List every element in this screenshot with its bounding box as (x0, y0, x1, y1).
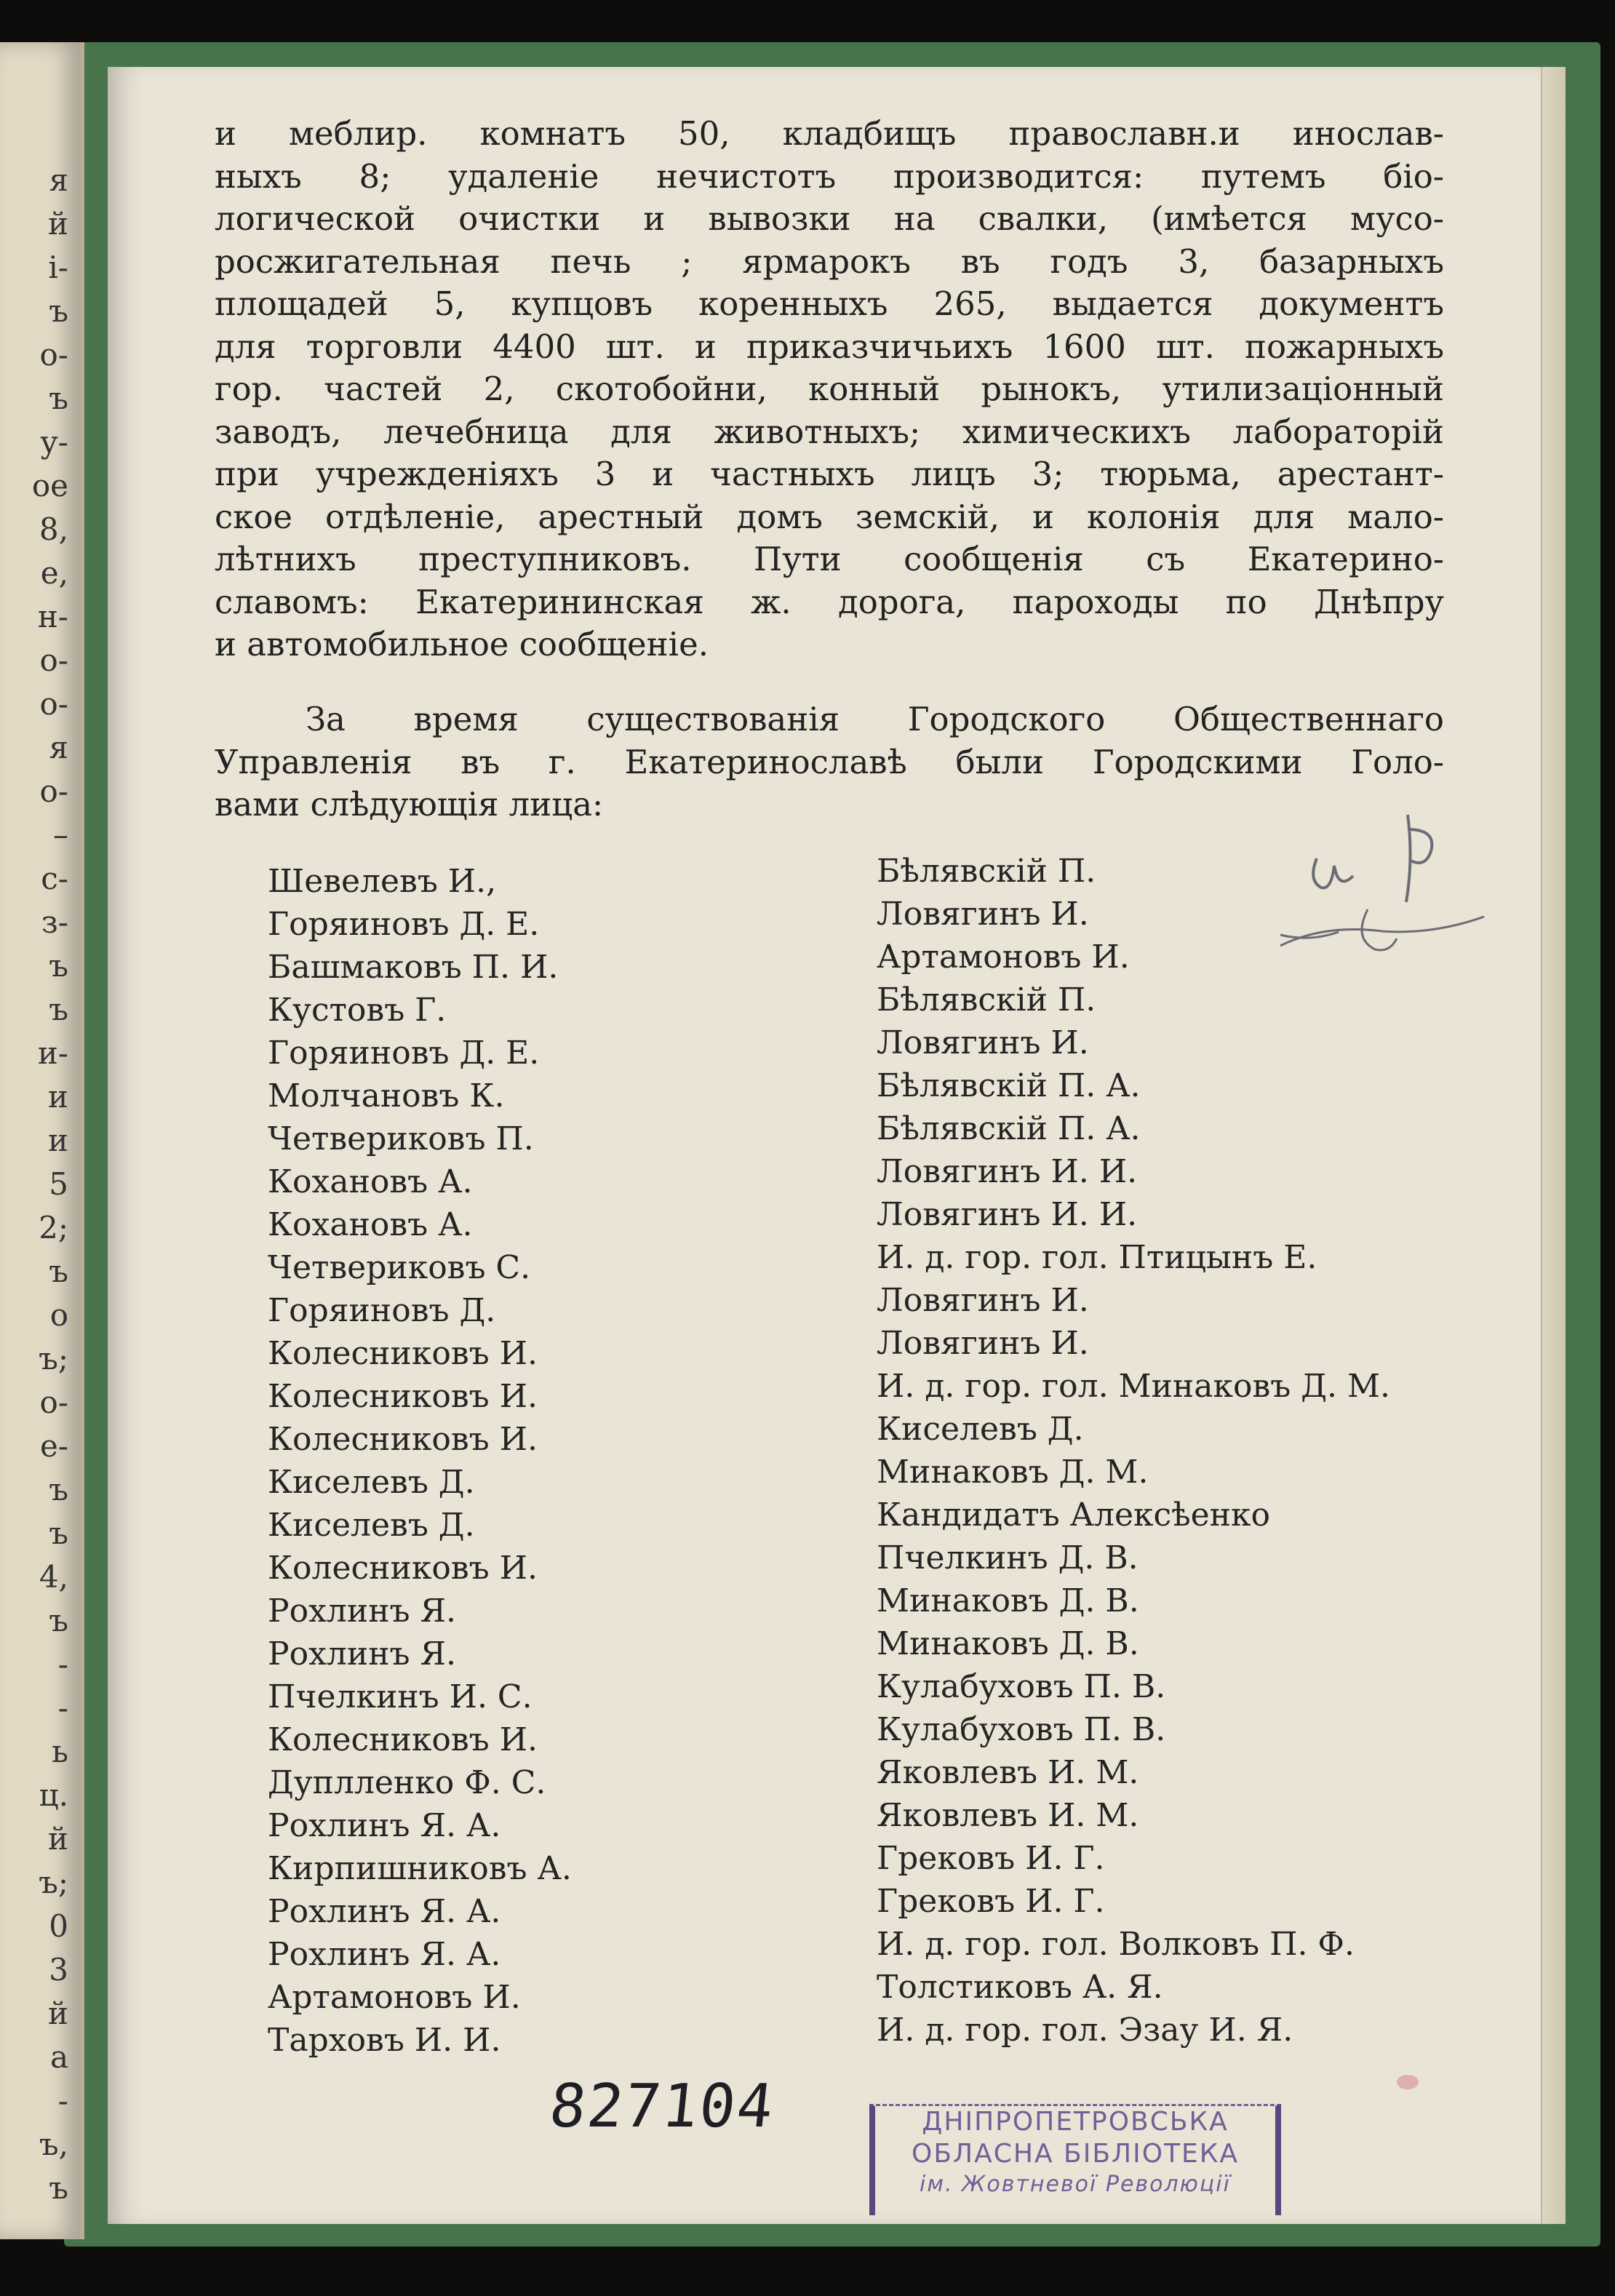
text-line: ское отдѣленіе, арестный домъ земскій, и колонія для мало- (215, 497, 1444, 536)
mayor-name: Артамоновъ И. (877, 938, 1130, 976)
mayor-name: Шевелевъ И., (268, 863, 497, 900)
cut-text-fragment: я (49, 730, 68, 765)
stamp-line-2: ОБЛАСНА БІБЛІОТЕКА (912, 2139, 1239, 2169)
cut-text-fragment: о- (39, 773, 68, 809)
ink-smudge (1397, 2075, 1419, 2089)
cut-text-fragment: о- (39, 337, 68, 372)
cut-text-fragment: я (49, 162, 68, 198)
cut-text-fragment: й (48, 1821, 68, 1857)
mayor-name: Ловягинъ И. И. (877, 1153, 1138, 1190)
cut-text-fragment: 5 (49, 1166, 68, 1202)
mayor-name: Колесниковъ И. (268, 1421, 538, 1458)
cut-text-fragment: 8, (39, 511, 68, 547)
text-line: площадей 5, купцовъ коренныхъ 265, выдается документъ (215, 284, 1444, 323)
text-line: при учрежденіяхъ 3 и частныхъ лицъ 3; тюрьма, арестант- (215, 455, 1444, 493)
text-line: и меблир. комнатъ 50, кладбищъ православн.и инослав- (215, 114, 1444, 153)
cut-text-fragment: - (57, 1646, 68, 1682)
cut-text-fragment: ъ (49, 1603, 68, 1638)
mayor-name: Яковлевъ И. М. (877, 1797, 1139, 1834)
cut-text-fragment: о- (39, 686, 68, 722)
mayor-name: Рохлинъ Я. (268, 1593, 457, 1630)
cut-text-fragment: ъ; (39, 1341, 68, 1376)
cut-text-fragment: и (48, 1123, 68, 1158)
mayors-list-left (268, 860, 572, 2062)
mayor-name: Рохлинъ Я. (268, 1635, 457, 1673)
mayor-name: Ловягинъ И. (877, 1325, 1089, 1362)
cut-text-fragment: е, (40, 555, 68, 591)
mayor-name: Грековъ И. Г. (877, 1840, 1105, 1877)
mayor-name: Горяиновъ Д. Е. (268, 906, 540, 943)
cut-text-fragment: н- (37, 599, 68, 634)
pencil-annotation (1266, 800, 1506, 989)
cut-text-fragment: ъ (49, 380, 68, 416)
cut-text-fragment: ъ (49, 1515, 68, 1551)
mayor-name: Кандидатъ Алексѣенко (877, 1496, 1271, 1534)
mayor-name: Минаковъ Д. М. (877, 1454, 1149, 1491)
paragraph-mayors-intro (215, 698, 1444, 826)
cut-text-fragment: ь (52, 1734, 68, 1769)
mayor-name: Бѣлявскій П. (877, 981, 1096, 1019)
cut-text-fragment: ъ (49, 2170, 68, 2206)
mayor-name: Минаковъ Д. В. (877, 1625, 1139, 1662)
cut-text-fragment: ъ, (39, 2126, 68, 2162)
cut-text-fragment: у- (40, 424, 68, 460)
mayor-name: Кулабуховъ П. В. (877, 1668, 1166, 1705)
mayor-name: Колесниковъ И. (268, 1378, 538, 1415)
cut-text-fragment: й (48, 206, 68, 242)
cut-text-fragment: - (57, 1690, 68, 1726)
mayor-name: И. д. гор. гол. Эзау И. Я. (877, 2012, 1293, 2049)
cut-text-fragment: 2; (39, 1210, 68, 1245)
mayor-name: Кохановъ А. (268, 1206, 473, 1243)
cut-text-fragment: о (49, 1297, 68, 1333)
mayor-name: Толстиковъ А. Я. (877, 1969, 1163, 2006)
page-edge (1541, 67, 1566, 2224)
mayors-list-right (877, 850, 1390, 2052)
cut-text-fragment: 4, (39, 1559, 68, 1595)
cut-text-fragment: ъ (49, 293, 68, 329)
left-page-cut-text (0, 159, 73, 2210)
text-line: За время существованія Городского Общественнаго (306, 700, 1444, 738)
mayor-name: Ловягинъ И. (877, 1024, 1089, 1061)
left-facing-page (0, 42, 84, 2239)
cut-text-fragment: о- (39, 1384, 68, 1420)
stamp-line-1: ДНІПРОПЕТРОВСЬКА (922, 2107, 1229, 2137)
mayor-name: Бѣлявскій П. А. (877, 1067, 1141, 1104)
mayor-name: Артамоновъ И. (268, 1979, 521, 2016)
cut-text-fragment: й (48, 1996, 68, 2031)
mayor-name: Колесниковъ И. (268, 1550, 538, 1587)
text-line: ныхъ 8; удаленіе нечистотъ производится: путемъ біо- (215, 156, 1444, 196)
cut-text-fragment: о- (39, 642, 68, 678)
mayor-name: Горяиновъ Д. Е. (268, 1035, 540, 1072)
text-line: и автомобильное сообщеніе. (215, 625, 709, 663)
mayor-name: Киселевъ Д. (877, 1411, 1084, 1448)
mayor-name: Рохлинъ Я. А. (268, 1807, 501, 1844)
text-line: гор. частей 2, скотобойни, конный рынокъ, утилизаціонный (215, 370, 1444, 408)
cut-text-fragment: и (48, 1079, 68, 1115)
stamp-line-3: ім. Жовтневої Революції (920, 2172, 1231, 2197)
cut-text-fragment: ъ; (39, 1865, 68, 1900)
cut-text-fragment: і- (48, 250, 68, 285)
text-line: славомъ: Екатерининская ж. дорога, пароходы по Днѣпру (215, 582, 1444, 621)
cut-text-fragment: и- (37, 1035, 68, 1071)
mayor-name: Минаковъ Д. В. (877, 1582, 1139, 1619)
mayor-name: Ловягинъ И. И. (877, 1196, 1138, 1233)
text-line: для торговли 4400 шт. и приказчичьихъ 1600 шт. пожарныхъ (215, 327, 1444, 366)
text-line: лѣтнихъ преступниковъ. Пути сообщенія съ Екатерино- (215, 540, 1444, 578)
mayor-name: Четвериковъ П. (268, 1120, 534, 1157)
mayor-name: Рохлинъ Я. А. (268, 1936, 501, 1973)
cut-text-fragment: ое (31, 468, 68, 503)
mayor-name: Рохлинъ Я. А. (268, 1893, 501, 1930)
mayor-name: Башмаковъ П. И. (268, 949, 559, 986)
text-line: заводъ, лечебница для животныхъ; химическихъ лабораторій (215, 412, 1444, 451)
mayor-name: Колесниковъ И. (268, 1721, 538, 1758)
mayor-name: Кулабуховъ П. В. (877, 1711, 1166, 1748)
text-line: вами слѣдующія лица: (215, 785, 604, 824)
mayor-name: Грековъ И. Г. (877, 1883, 1105, 1920)
mayor-name: Ловягинъ И. (877, 1282, 1089, 1319)
mayor-name: И. д. гор. гол. Волковъ П. Ф. (877, 1926, 1355, 1963)
cut-text-fragment: ъ (49, 992, 68, 1027)
cut-text-fragment: з- (41, 904, 68, 940)
cut-text-fragment: ъ (49, 948, 68, 984)
paragraph-city-facilities (215, 113, 1444, 666)
cut-text-fragment: 3 (49, 1952, 68, 1988)
mayor-name: Дуплленко Ф. С. (268, 1764, 546, 1801)
cut-text-fragment: - (57, 2083, 68, 2118)
cut-text-fragment: е- (39, 1428, 68, 1464)
cut-text-fragment: ц. (39, 1777, 68, 1813)
mayor-name: И. д. гор. гол. Птицынъ Е. (877, 1239, 1317, 1276)
text-line: Управленія въ г. Екатеринославѣ были Городскими Голо- (215, 742, 1444, 781)
mayor-name: Четвериковъ С. (268, 1249, 531, 1286)
mayor-name: Кустовъ Г. (268, 992, 447, 1029)
cut-text-fragment: с- (41, 861, 68, 896)
library-stamp (869, 2104, 1281, 2215)
mayor-name: Киселевъ Д. (268, 1507, 475, 1544)
mayor-name: Бѣлявскій П. (877, 853, 1096, 890)
cut-text-fragment: ъ (49, 1472, 68, 1507)
mayor-name: Кирпишниковъ А. (268, 1850, 572, 1887)
cut-text-fragment: 0 (49, 1908, 68, 1944)
text-line: логической очистки и вывозки на свалки, (имѣется мусо- (215, 199, 1444, 238)
mayor-name: Тарховъ И. И. (268, 2022, 501, 2059)
mayor-name: Киселевъ Д. (268, 1464, 475, 1501)
mayor-name: Пчелкинъ Д. В. (877, 1539, 1139, 1576)
mayor-name: Горяиновъ Д. (268, 1292, 496, 1329)
mayor-name: Бѣлявскій П. А. (877, 1110, 1141, 1147)
mayor-name: Молчановъ К. (268, 1077, 505, 1115)
cut-text-fragment: а (49, 2039, 68, 2075)
inventory-number: 827104 (546, 2072, 778, 2141)
mayor-name: Кохановъ А. (268, 1163, 473, 1200)
cut-text-fragment: – (53, 817, 68, 853)
mayor-name: Пчелкинъ И. С. (268, 1678, 533, 1715)
mayor-name: Ловягинъ И. (877, 896, 1089, 933)
cut-text-fragment: ъ (49, 1253, 68, 1289)
mayor-name: Яковлевъ И. М. (877, 1754, 1139, 1791)
mayor-name: Колесниковъ И. (268, 1335, 538, 1372)
mayor-name: И. д. гор. гол. Минаковъ Д. М. (877, 1368, 1391, 1405)
text-line: росжигательная печь ; ярмарокъ въ годъ 3, базарныхъ (215, 242, 1444, 281)
